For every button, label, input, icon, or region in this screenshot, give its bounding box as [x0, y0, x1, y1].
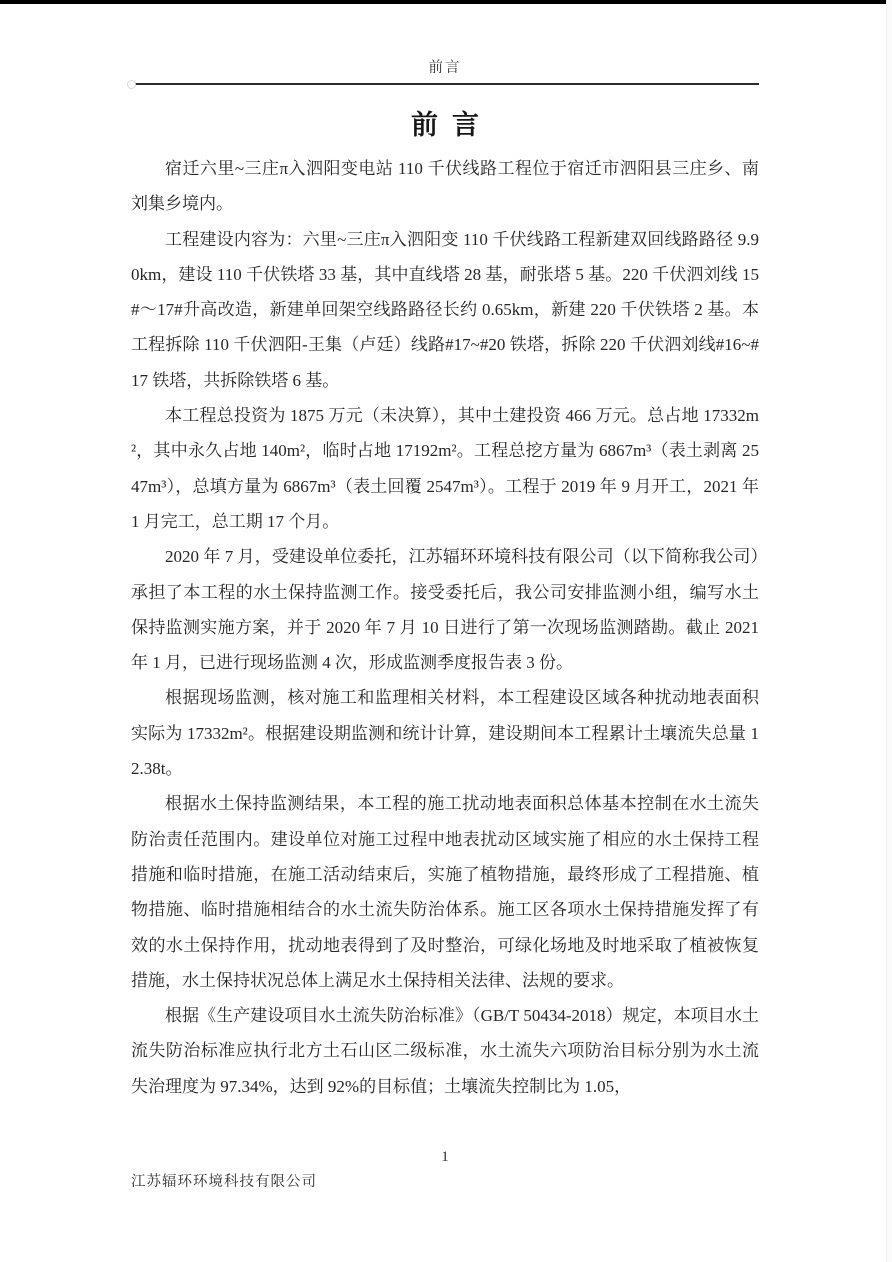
- paragraph-construction-content: 工程建设内容为：六里~三庄π入泗阳变 110 千伏线路工程新建双回线路路径 9.90km，建设 110 千伏铁塔 33 基，其中直线塔 28 基，耐张塔 5 基。220 千伏泗刘线 15#～17#升高改造，新建单回架空线路路径长约 0.65km，新建 220 千伏铁塔 2 基。本工程拆除 110 千伏泗阳-王集（卢廷）线路#17~#20 铁塔，拆除 220 千伏泗刘线#16~#17 铁塔，共拆除铁塔 6 基。: [131, 229, 759, 390]
- paragraph-control-standard: 根据《生产建设项目水土流失防治标准》（GB/T 50434-2018）规定，本项目水土流失防治标准应执行北方土石山区二级标准，水土流失六项防治目标分别为水土流失治理度为 97.34%，达到 92%的目标值；土壤流失控制比为 1.05，: [131, 1006, 759, 1096]
- scan-artifact-dot: [127, 80, 136, 89]
- running-header: 前言: [428, 60, 462, 76]
- header-rule-line: [131, 83, 759, 85]
- footer-company-name: 江苏辐环环境科技有限公司: [131, 1174, 317, 1190]
- scan-artifact-right-edge: [886, 0, 892, 1262]
- paragraph-disturbed-area: 根据现场监测，核对施工和监理相关材料，本工程建设区域各种扰动地表面积实际为 17332m²。根据建设期监测和统计计算，建设期间本工程累计土壤流失总量 12.38t。: [131, 688, 759, 779]
- page-title: 前言: [411, 110, 493, 140]
- paragraph-monitoring-results: 根据水土保持监测结果，本工程的施工扰动地表面积总体基本控制在水土流失防治责任范围内。建设单位对施工过程中地表扰动区域实施了相应的水土保持工程措施和临时措施，在施工活动结束后，实施了植物措施，最终形成了工程措施、植物措施、临时措施相结合的水土流失防治体系。施工区各项水土保持措施发挥了有效的水土保持作用，扰动地表得到了及时整治，可绿化场地及时地采取了植被恢复措施，水土保持状况总体上满足水土保持相关法律、法规的要求。: [131, 794, 759, 990]
- document-body: [131, 151, 759, 1104]
- paragraph-monitoring-commission: 2020 年 7 月，受建设单位委托，江苏辐环环境科技有限公司（以下简称我公司）承担了本工程的水土保持监测工作。接受委托后，我公司安排监测小组，编写水土保持监测实施方案，并于 2020 年 7 月 10 日进行了第一次现场监测踏勘。截止 2021 年 1 月，已进行现场监测 4 次，形成监测季度报告表 3 份。: [131, 547, 759, 673]
- paragraph-project-location: 宿迁六里~三庄π入泗阳变电站 110 千伏线路工程位于宿迁市泗阳县三庄乡、南刘集乡境内。: [131, 159, 759, 214]
- paragraph-investment-figures: 本工程总投资为 1875 万元（未决算），其中土建投资 466 万元。总占地 17332m²，其中永久占地 140m²，临时占地 17192m²。工程总挖方量为 6867m³（表土剥离 2547m³），总填方量为 6867m³（表土回覆 2547m³）。工程于 2019 年 9 月开工，2021 年 1 月完工，总工期 17 个月。: [131, 406, 759, 531]
- page-number: 1: [441, 1149, 449, 1165]
- scan-artifact-top-bar: [0, 0, 892, 4]
